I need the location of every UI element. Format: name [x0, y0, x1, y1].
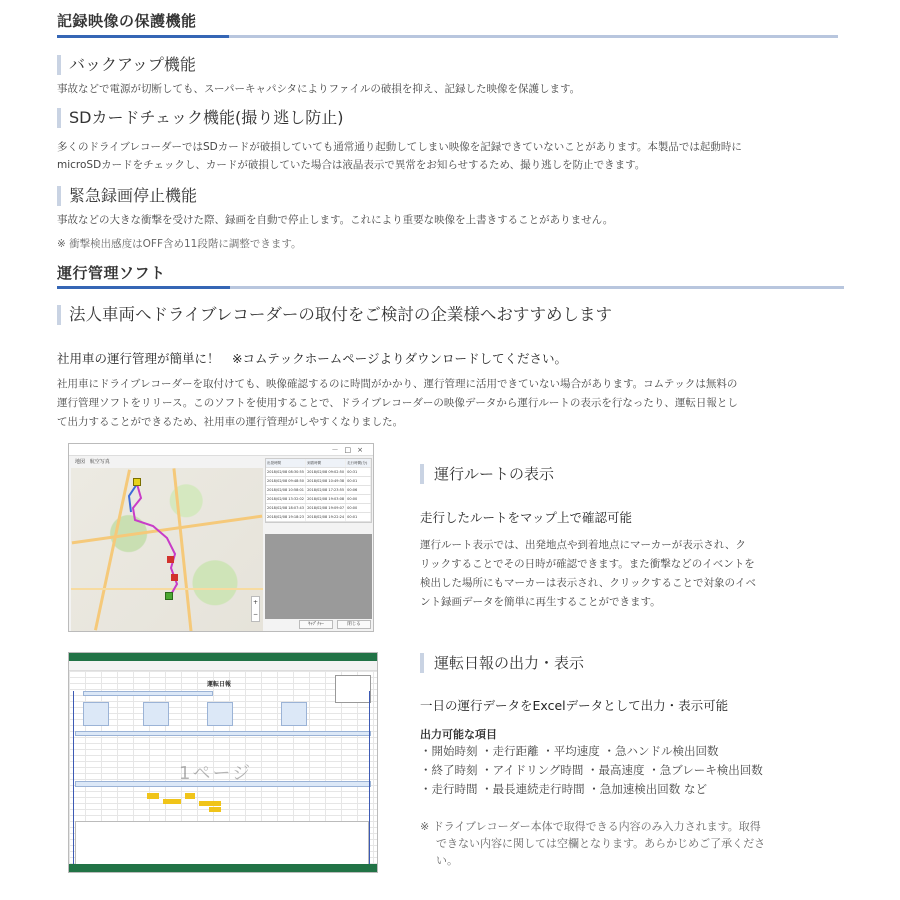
emergency-note: ※ 衝撃検出感度はOFF含め11段階に調整できます。 [57, 238, 302, 250]
excel-titlebar [69, 653, 377, 661]
section-title-software: 運行管理ソフト [57, 264, 166, 282]
page-break-line [73, 691, 74, 867]
report-items-title: 出力可能な項目 [420, 728, 497, 741]
table-header: 走行時間(分) [346, 459, 371, 467]
map-tabs [75, 458, 110, 465]
table-row[interactable]: 2018/02/08 10:58:01 2018/02/08 17:23:55 00:06 [266, 486, 371, 495]
report-item: ・開始時刻 ・走行距離 ・平均速度 ・急ハンドル検出回数 [420, 744, 719, 758]
stamp-box [335, 675, 371, 703]
report-item: ・終了時刻 ・アイドリング時間 ・最高速度 ・急ブレーキ検出回数 [420, 763, 763, 777]
route-map[interactable] [71, 468, 263, 632]
event-marker-icon[interactable] [171, 574, 178, 581]
table-row[interactable]: 2018/02/08 19:18:23 2018/02/08 19:22:24 00:01 [266, 513, 371, 522]
emergency-text: 事故などの大きな衝撃を受けた際、録画を自動で停止します。これにより重要な映像を上書きすることがありません。 [57, 214, 614, 226]
report-note-2: できない内容に関しては空欄となります。あらかじめご了承くださ [436, 837, 766, 850]
page-watermark: 1ページ [179, 763, 253, 784]
excel-statusbar [69, 864, 377, 872]
event-marker-icon[interactable] [167, 556, 174, 563]
sdcheck-heading: SDカードチェック機能(撮り逃し防止) [57, 108, 343, 128]
page-break-line [369, 691, 370, 867]
software-catch: 社用車の運行管理が簡単に！ ※コムテックホームページよりダウンロードしてください。 [57, 351, 567, 366]
video-panel [265, 534, 372, 619]
table-row[interactable]: 2018/02/08 09:48:50 2018/02/08 10:49:38 00:01 [266, 477, 371, 486]
backup-text: 事故などで電源が切断しても、スーパーキャパシタによりファイルの破損を抑え、記録した映像を保護します。 [57, 83, 581, 95]
end-marker-icon[interactable] [165, 592, 173, 600]
sdcheck-text-1: 多くのドライブレコーダーではSDカードが破損していても通常通り起動してしまい映像を記録できていないことがあります。本製品では起動時に [57, 141, 742, 153]
report-note-1: ※ ドライブレコーダー本体で取得できる内容のみ入力されます。取得 [420, 820, 761, 833]
report-feature-heading: 運転日報の出力・表示 [420, 653, 584, 673]
close-button[interactable]: 閉じる [337, 620, 371, 629]
zoom-controls[interactable]: + − [251, 596, 260, 622]
section-title-video-protection: 記録映像の保護機能 [57, 12, 197, 30]
route-feature-subheading: 走行したルートをマップ上で確認可能 [420, 510, 633, 525]
trip-table [265, 458, 372, 523]
route-feature-text-1: 運行ルート表示では、出発地点や到着地点にマーカーが表示され、ク [420, 539, 746, 551]
report-note-3: い。 [436, 854, 458, 867]
report-item: ・走行時間 ・最長連続走行時間 ・急加速検出回数 など [420, 782, 707, 796]
table-header: 到着時間 [306, 459, 346, 467]
route-line [71, 468, 263, 632]
backup-heading: バックアップ機能 [57, 55, 196, 75]
comment-box [75, 821, 369, 865]
route-feature-text-4: ント録画データを簡単に再生することができます。 [420, 596, 661, 608]
section-divider [57, 286, 844, 289]
capture-button[interactable]: ｷｬﾌﾟﾁｬｰ [299, 620, 333, 629]
software-intro-3: て出力することができるため、社用車の運行管理がしやすくなりました。 [57, 416, 404, 428]
tab-map[interactable]: 地図 [75, 459, 86, 465]
emergency-heading: 緊急録画停止機能 [57, 186, 197, 206]
report-feature-subheading: 一日の運行データをExcelデータとして出力・表示可能 [420, 698, 729, 713]
software-lead: 法人車両へドライブレコーダーの取付をご検討の企業様へおすすめします [57, 305, 612, 325]
route-feature-heading: 運行ルートの表示 [420, 464, 554, 484]
software-intro-1: 社用車にドライブレコーダーを取付けても、映像確認するのに時間がかかり、運行管理に活用できていない場合があります。コムテックは無料の [57, 378, 738, 390]
route-screenshot [68, 443, 374, 632]
route-feature-text-3: 検出した場所にもマーカーは表示され、クリックすることで対象のイベ [420, 577, 756, 589]
tab-aerial[interactable]: 航空写真 [89, 459, 110, 465]
section-divider [57, 35, 838, 38]
excel-ribbon [69, 661, 377, 671]
table-row[interactable]: 2018/02/08 18:07:43 2018/02/08 19:09:07 00:00 [266, 504, 371, 513]
table-header: 出発時間 [266, 459, 306, 467]
start-marker-icon[interactable] [133, 478, 141, 486]
route-feature-text-2: リックすることでその日時が確認できます。また衝撃などのイベントを [420, 558, 755, 570]
sheet-title: 運転日報 [207, 681, 232, 688]
sdcheck-text-2: microSDカードをチェックし、カードが破損していた場合は液晶表示で異常をお知らせするため、撮り逃しを防止できます。 [57, 159, 646, 171]
table-row[interactable]: 2018/02/08 13:32:02 2018/02/08 19:03:08 00:00 [266, 495, 371, 504]
window-titlebar [69, 444, 373, 456]
report-screenshot [68, 652, 378, 873]
window-controls-icon: －□× [331, 446, 369, 454]
software-intro-2: 運行管理ソフトをリリース。このソフトを使用することで、ドライブレコーダーの映像データから運行ルートの表示を行なったり、運転日報とし [57, 397, 738, 409]
table-row[interactable]: 2018/02/08 08:30:55 2018/02/08 09:02:50 00:31 [266, 468, 371, 477]
excel-sheet[interactable] [69, 671, 377, 864]
